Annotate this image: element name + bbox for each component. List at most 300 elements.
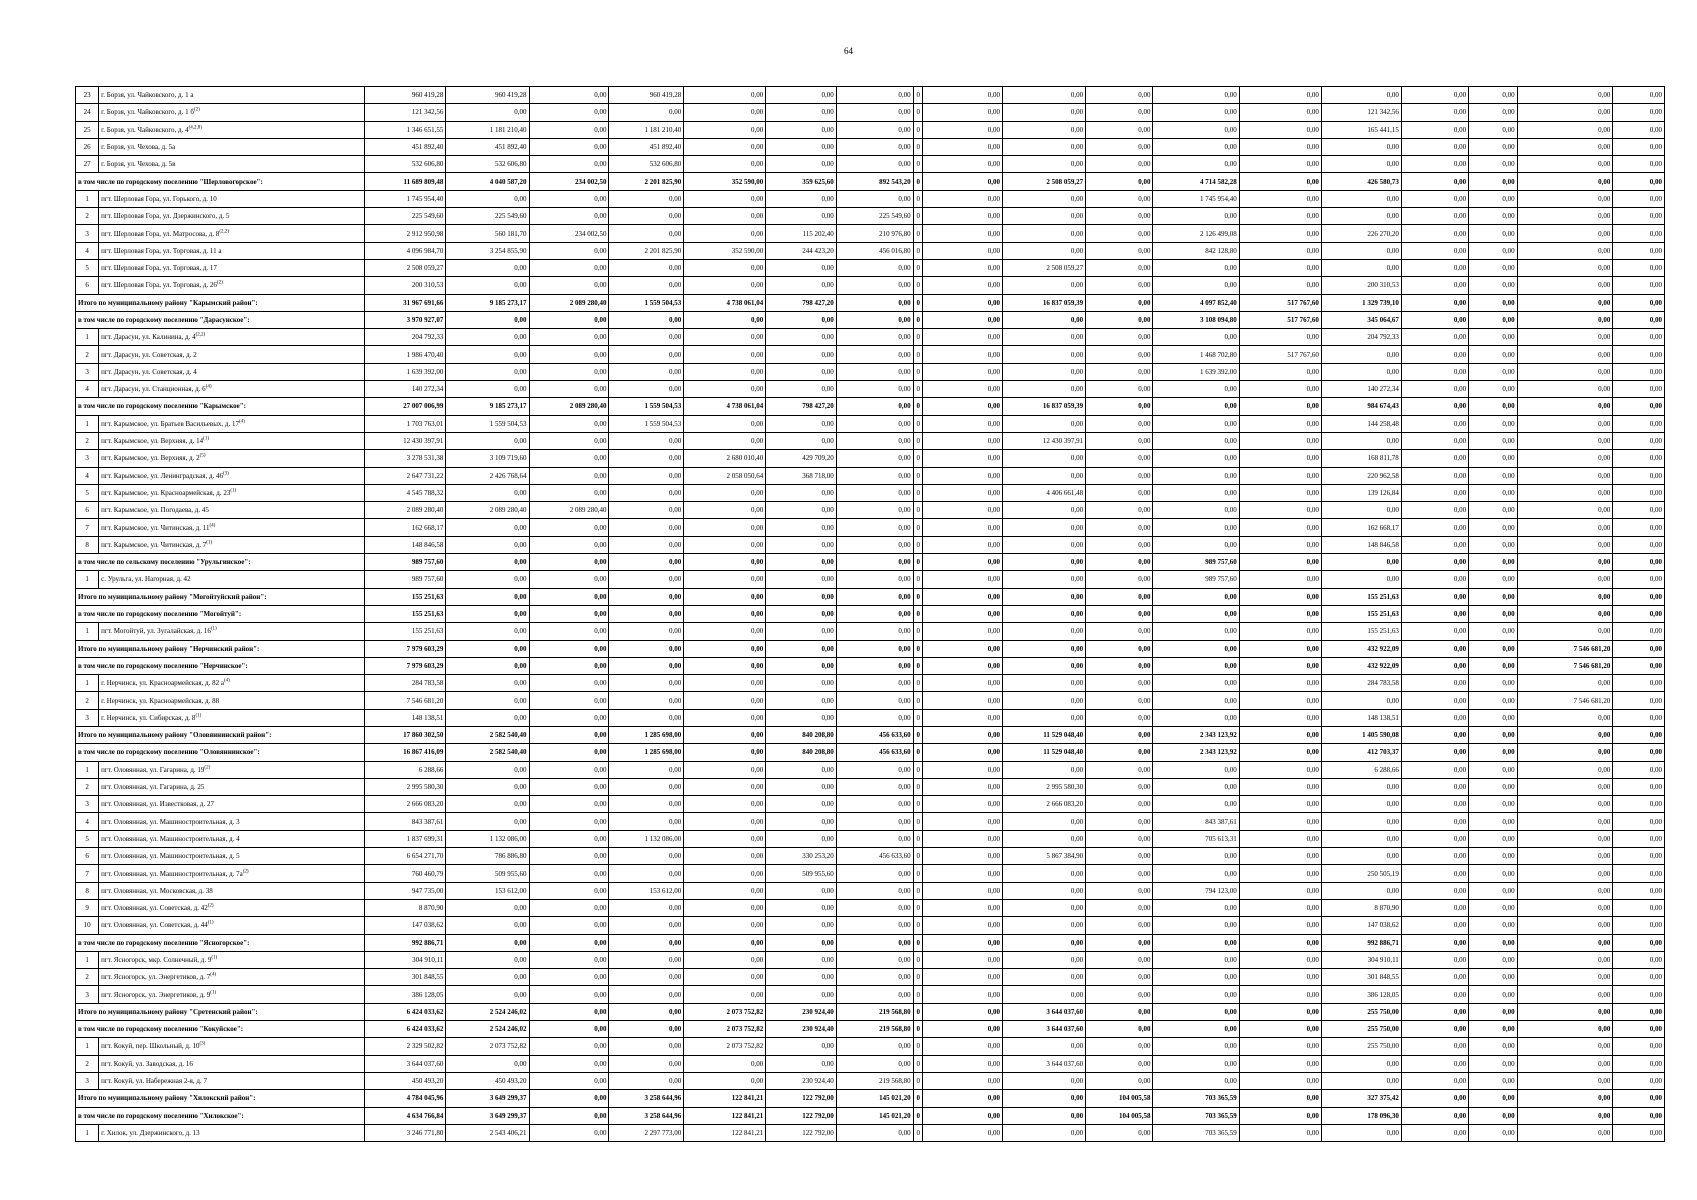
value-cell: 368 718,00: [766, 467, 837, 484]
value-cell: 0,00: [1469, 796, 1517, 813]
footnote-marker: (4): [239, 419, 245, 425]
row-number: 4: [76, 813, 99, 830]
value-cell: 0,00: [1469, 623, 1517, 640]
value-cell: 0,00: [1153, 761, 1239, 778]
value-cell: 0,00: [1239, 484, 1321, 501]
value-cell: 0,00: [609, 311, 684, 328]
value-cell: 0,00: [1086, 951, 1153, 968]
value-cell: 0,00: [836, 899, 913, 916]
value-cell: 0,00: [1321, 432, 1401, 449]
value-cell: 0,00: [446, 796, 529, 813]
value-cell: 2 543 406,21: [446, 1124, 529, 1141]
address-text: пгт. Шерловая Гора, ул. Торговая, д. 11 а: [101, 246, 222, 255]
value-cell: 140 272,34: [1321, 381, 1401, 398]
value-cell: 0,00: [1517, 1107, 1613, 1124]
value-cell: 0,00: [836, 605, 913, 622]
row-number: 23: [76, 87, 99, 104]
value-cell: 517 767,60: [1239, 346, 1321, 363]
value-cell: 0,00: [1469, 554, 1517, 571]
row-number: 3: [76, 709, 99, 726]
value-cell: 0,00: [1003, 1107, 1086, 1124]
address-text: пгт. Оловянная, ул. Гагарина, д. 25: [101, 783, 205, 792]
value-cell: 0,00: [923, 969, 1003, 986]
value-cell: 0,00: [446, 554, 529, 571]
value-cell: 0,00: [836, 640, 913, 657]
value-cell: 0,00: [684, 311, 766, 328]
value-cell: 794 123,00: [1153, 882, 1239, 899]
value-cell: 0,00: [766, 138, 837, 155]
value-cell: 0,00: [446, 709, 529, 726]
value-cell: 386 128,05: [365, 986, 446, 1003]
value-cell: 0,00: [766, 156, 837, 173]
value-cell: 509 955,60: [446, 865, 529, 882]
value-cell: 284 783,58: [365, 675, 446, 692]
value-cell: 0,00: [1469, 87, 1517, 104]
value-cell: 0,00: [1003, 1090, 1086, 1107]
row-number: 27: [76, 156, 99, 173]
address-text: пгт. Ясногорск, мкр. Солнечный, д. 9: [101, 955, 212, 964]
value-cell: 0,00: [446, 571, 529, 588]
value-cell: 0: [913, 657, 922, 674]
value-cell: 0,00: [529, 242, 609, 259]
address-text: пгт. Ясногорск, ул. Энергетиков, д. 7: [101, 973, 211, 982]
table-row: [76, 848, 1665, 865]
value-cell: 0,00: [1239, 709, 1321, 726]
row-number: 9: [76, 899, 99, 916]
value-cell: 0,00: [1469, 156, 1517, 173]
value-cell: 0,00: [836, 311, 913, 328]
value-cell: 1 559 504,53: [609, 398, 684, 415]
value-cell: 0,00: [446, 432, 529, 449]
row-number: 5: [76, 484, 99, 501]
value-cell: 0,00: [1401, 294, 1468, 311]
value-cell: 0,00: [1401, 796, 1468, 813]
value-cell: 3 649 299,37: [446, 1107, 529, 1124]
value-cell: 16 867 416,09: [365, 744, 446, 761]
value-cell: 0,00: [1517, 830, 1613, 847]
value-cell: 0,00: [609, 467, 684, 484]
value-cell: 0,00: [836, 588, 913, 605]
value-cell: 0,00: [766, 571, 837, 588]
value-cell: 0,00: [609, 934, 684, 951]
value-cell: 0,00: [609, 225, 684, 242]
value-cell: 0,00: [1401, 1072, 1468, 1089]
value-cell: 0,00: [1003, 450, 1086, 467]
value-cell: 0,00: [446, 657, 529, 674]
value-cell: 5 867 384,90: [1003, 848, 1086, 865]
value-cell: 0,00: [1613, 951, 1665, 968]
value-cell: 432 922,09: [1321, 640, 1401, 657]
table-row: [76, 865, 1665, 882]
value-cell: 456 016,80: [836, 242, 913, 259]
value-cell: 0,00: [529, 692, 609, 709]
address-cell: [99, 882, 365, 899]
address-cell: [99, 467, 365, 484]
address-cell: [99, 87, 365, 104]
value-cell: 0,00: [1003, 969, 1086, 986]
table-row: [76, 969, 1665, 986]
value-cell: 0,00: [529, 536, 609, 553]
value-cell: 0,00: [836, 1038, 913, 1055]
value-cell: 0,00: [1517, 796, 1613, 813]
value-cell: 843 387,61: [1153, 813, 1239, 830]
value-cell: 0,00: [1469, 121, 1517, 138]
value-cell: 0,00: [1517, 882, 1613, 899]
value-cell: 703 365,59: [1153, 1124, 1239, 1141]
value-cell: 0,00: [836, 951, 913, 968]
value-cell: 327 375,42: [1321, 1090, 1401, 1107]
address-cell: [99, 1072, 365, 1089]
address-text: пгт. Карымское, ул. Верхняя, д. 2: [101, 454, 200, 463]
value-cell: 0,00: [1239, 554, 1321, 571]
value-cell: 0,00: [1517, 917, 1613, 934]
value-cell: 0,00: [1613, 744, 1665, 761]
value-cell: 450 493,20: [365, 1072, 446, 1089]
value-cell: 0,00: [609, 381, 684, 398]
value-cell: 2 524 246,02: [446, 1021, 529, 1038]
value-cell: 0,00: [1469, 882, 1517, 899]
value-cell: 234 002,50: [529, 173, 609, 190]
row-number: 3: [76, 225, 99, 242]
value-cell: 0,00: [1613, 242, 1665, 259]
value-cell: 0,00: [1003, 329, 1086, 346]
value-cell: 0,00: [923, 259, 1003, 276]
value-cell: 517 767,60: [1239, 311, 1321, 328]
value-cell: 0,00: [1086, 588, 1153, 605]
value-cell: 0,00: [609, 571, 684, 588]
value-cell: 225 549,60: [365, 208, 446, 225]
value-cell: 0,00: [1401, 899, 1468, 916]
value-cell: 165 441,15: [1321, 121, 1401, 138]
value-cell: 0,00: [1153, 692, 1239, 709]
value-cell: 0,00: [1321, 1055, 1401, 1072]
value-cell: 0,00: [1153, 640, 1239, 657]
table-row: [76, 432, 1665, 449]
row-number: 2: [76, 1055, 99, 1072]
row-number: 6: [76, 502, 99, 519]
value-cell: 0,00: [1086, 830, 1153, 847]
value-cell: 0,00: [1086, 882, 1153, 899]
value-cell: 210 976,80: [836, 225, 913, 242]
value-cell: 0,00: [1517, 329, 1613, 346]
value-cell: 0,00: [684, 709, 766, 726]
value-cell: 0,00: [923, 848, 1003, 865]
value-cell: 0: [913, 346, 922, 363]
value-cell: 0,00: [923, 190, 1003, 207]
value-cell: 0,00: [684, 571, 766, 588]
value-cell: 0,00: [529, 796, 609, 813]
value-cell: 0,00: [1153, 934, 1239, 951]
footnote-marker: (2): [193, 108, 200, 114]
address-text: пгт. Шерловая Гора, ул. Матросова, д. 8: [101, 229, 220, 238]
footnote-marker: (1): [195, 713, 202, 719]
value-cell: 230 924,40: [766, 1003, 837, 1020]
value-cell: 0,00: [1401, 675, 1468, 692]
value-cell: 0: [913, 156, 922, 173]
address-cell: [99, 899, 365, 916]
value-cell: 0,00: [1469, 467, 1517, 484]
value-cell: 0: [913, 934, 922, 951]
value-cell: 0,00: [446, 986, 529, 1003]
value-cell: 0,00: [836, 536, 913, 553]
value-cell: 0,00: [1469, 329, 1517, 346]
value-cell: 225 549,60: [446, 208, 529, 225]
value-cell: 0,00: [684, 657, 766, 674]
value-cell: 0,00: [1401, 190, 1468, 207]
value-cell: 0,00: [1517, 432, 1613, 449]
value-cell: 0,00: [1517, 675, 1613, 692]
value-cell: 0,00: [529, 381, 609, 398]
value-cell: 0,00: [1086, 796, 1153, 813]
value-cell: 0,00: [766, 934, 837, 951]
value-cell: 7 546 681,20: [1517, 692, 1613, 709]
address-cell: [99, 865, 365, 882]
subtotal-row: [76, 173, 1665, 190]
value-cell: 0,00: [1401, 363, 1468, 380]
value-cell: 0,00: [766, 796, 837, 813]
value-cell: 0,00: [1613, 969, 1665, 986]
value-cell: 456 633,60: [836, 726, 913, 743]
value-cell: 0,00: [1401, 156, 1468, 173]
value-cell: 0,00: [1239, 951, 1321, 968]
value-cell: 0,00: [1613, 1124, 1665, 1141]
value-cell: 0,00: [1469, 450, 1517, 467]
value-cell: 0,00: [1401, 813, 1468, 830]
value-cell: 0,00: [529, 986, 609, 1003]
table-row: [76, 519, 1665, 536]
value-cell: 301 848,55: [365, 969, 446, 986]
value-cell: 0,00: [1517, 726, 1613, 743]
value-cell: 0,00: [1517, 623, 1613, 640]
value-cell: 0,00: [529, 675, 609, 692]
table-row: [76, 346, 1665, 363]
value-cell: 0,00: [1517, 744, 1613, 761]
value-cell: 0,00: [529, 1003, 609, 1020]
subtotal-row: [76, 744, 1665, 761]
value-cell: 0: [913, 329, 922, 346]
value-cell: 0,00: [609, 1003, 684, 1020]
value-cell: 0,00: [1321, 1124, 1401, 1141]
value-cell: 0,00: [923, 208, 1003, 225]
address-cell: [99, 242, 365, 259]
value-cell: 0,00: [1469, 259, 1517, 276]
value-cell: 0,00: [923, 554, 1003, 571]
value-cell: 1 285 698,00: [609, 744, 684, 761]
value-cell: 0,00: [766, 761, 837, 778]
value-cell: 0,00: [1321, 346, 1401, 363]
value-cell: 0: [913, 1055, 922, 1072]
value-cell: 0,00: [1086, 450, 1153, 467]
value-cell: 0,00: [766, 882, 837, 899]
address-text: пгт. Шерловая Гора, ул. Дзержинского, д. 5: [101, 212, 230, 221]
value-cell: 0,00: [836, 813, 913, 830]
value-cell: 0,00: [529, 190, 609, 207]
value-cell: 0,00: [1517, 225, 1613, 242]
value-cell: 0,00: [1086, 363, 1153, 380]
footnote-marker: (2): [204, 765, 211, 771]
value-cell: 0,00: [609, 346, 684, 363]
value-cell: 122 841,21: [684, 1090, 766, 1107]
value-cell: 0,00: [1613, 882, 1665, 899]
value-cell: 0,00: [1469, 605, 1517, 622]
value-cell: 345 064,67: [1321, 311, 1401, 328]
address-cell: [99, 969, 365, 986]
value-cell: 0,00: [1401, 588, 1468, 605]
value-cell: 0,00: [1517, 951, 1613, 968]
value-cell: 0,00: [1239, 381, 1321, 398]
value-cell: 0,00: [1003, 311, 1086, 328]
value-cell: 0,00: [923, 1003, 1003, 1020]
value-cell: 0,00: [1517, 467, 1613, 484]
table-row: [76, 138, 1665, 155]
value-cell: 0,00: [1086, 121, 1153, 138]
value-cell: 0,00: [1239, 969, 1321, 986]
value-cell: 0,00: [1469, 1038, 1517, 1055]
value-cell: 162 668,17: [365, 519, 446, 536]
address-cell: [99, 225, 365, 242]
value-cell: 0,00: [836, 675, 913, 692]
value-cell: 148 846,58: [1321, 536, 1401, 553]
value-cell: 0: [913, 87, 922, 104]
value-cell: 0,00: [1613, 571, 1665, 588]
subtotal-row: [76, 294, 1665, 311]
value-cell: 255 750,00: [1321, 1003, 1401, 1020]
address-text: пгт. Шерловая Гора, ул. Торговая, д. 26: [101, 281, 217, 290]
value-cell: 0: [913, 363, 922, 380]
table-row: [76, 208, 1665, 225]
value-cell: 0,00: [1517, 208, 1613, 225]
value-cell: 0,00: [1153, 121, 1239, 138]
value-cell: 0: [913, 294, 922, 311]
value-cell: 0: [913, 225, 922, 242]
value-cell: 0,00: [1086, 259, 1153, 276]
value-cell: 0,00: [1003, 363, 1086, 380]
subtotal-row: [76, 640, 1665, 657]
value-cell: 0,00: [684, 259, 766, 276]
value-cell: 0,00: [1153, 657, 1239, 674]
value-cell: 0,00: [446, 536, 529, 553]
value-cell: 0,00: [766, 778, 837, 795]
value-cell: 0,00: [1613, 104, 1665, 121]
value-cell: 0,00: [609, 657, 684, 674]
value-cell: 0: [913, 744, 922, 761]
value-cell: 0,00: [1401, 969, 1468, 986]
value-cell: 0,00: [836, 450, 913, 467]
value-cell: 0,00: [446, 951, 529, 968]
table-row: [76, 450, 1665, 467]
value-cell: 0,00: [1003, 605, 1086, 622]
table-row: [76, 381, 1665, 398]
value-cell: 255 750,00: [1321, 1038, 1401, 1055]
value-cell: 145 021,20: [836, 1090, 913, 1107]
value-cell: 0: [913, 381, 922, 398]
value-cell: 121 342,56: [365, 104, 446, 121]
value-cell: 0,00: [1401, 346, 1468, 363]
table-row: [76, 796, 1665, 813]
value-cell: 786 886,80: [446, 848, 529, 865]
value-cell: 0,00: [1469, 225, 1517, 242]
row-number: 8: [76, 882, 99, 899]
value-cell: 0,00: [1517, 502, 1613, 519]
value-cell: 0,00: [529, 640, 609, 657]
value-cell: 0,00: [684, 104, 766, 121]
value-cell: 155 251,63: [1321, 588, 1401, 605]
value-cell: 0: [913, 1038, 922, 1055]
value-cell: 0,00: [1003, 882, 1086, 899]
value-cell: 0,00: [684, 536, 766, 553]
value-cell: 0,00: [1401, 1021, 1468, 1038]
value-cell: 0,00: [1003, 138, 1086, 155]
value-cell: 0,00: [529, 208, 609, 225]
value-cell: 0,00: [1613, 899, 1665, 916]
row-number: 2: [76, 208, 99, 225]
value-cell: 0,00: [1086, 726, 1153, 743]
value-cell: 0,00: [923, 519, 1003, 536]
value-cell: 0,00: [446, 813, 529, 830]
value-cell: 0,00: [1469, 761, 1517, 778]
value-cell: 0,00: [1321, 813, 1401, 830]
value-cell: 0,00: [1517, 121, 1613, 138]
value-cell: 0,00: [923, 986, 1003, 1003]
address-text: пгт. Шерловая Гора, ул. Горького, д. 10: [101, 194, 217, 203]
value-cell: 0: [913, 640, 922, 657]
value-cell: 0,00: [1613, 623, 1665, 640]
value-cell: 0,00: [923, 536, 1003, 553]
value-cell: 0,00: [1003, 415, 1086, 432]
value-cell: 0,00: [446, 675, 529, 692]
value-cell: 0,00: [609, 588, 684, 605]
address-text: пгт. Оловянная, ул. Машиностроительная, д. 5: [101, 852, 240, 861]
subtotal-row: [76, 1021, 1665, 1038]
value-cell: 0,00: [1239, 744, 1321, 761]
value-cell: 17 860 302,50: [365, 726, 446, 743]
value-cell: 0: [913, 986, 922, 1003]
value-cell: 0,00: [1239, 173, 1321, 190]
subtotal-row: [76, 554, 1665, 571]
value-cell: 840 208,80: [766, 726, 837, 743]
value-cell: 0,00: [609, 536, 684, 553]
value-cell: 0,00: [1086, 865, 1153, 882]
address-cell: [99, 363, 365, 380]
value-cell: 0,00: [1401, 882, 1468, 899]
value-cell: 0,00: [1517, 190, 1613, 207]
table-row: [76, 467, 1665, 484]
value-cell: 0: [913, 450, 922, 467]
value-cell: 0,00: [529, 346, 609, 363]
value-cell: 0,00: [1469, 969, 1517, 986]
value-cell: 0,00: [1613, 450, 1665, 467]
value-cell: 0,00: [766, 917, 837, 934]
value-cell: 0,00: [1401, 692, 1468, 709]
row-number: 1: [76, 415, 99, 432]
value-cell: 0,00: [1469, 190, 1517, 207]
value-cell: 0,00: [1003, 675, 1086, 692]
value-cell: 0,00: [1517, 813, 1613, 830]
address-text: пгт. Карымское, ул. Верхняя, д. 14: [101, 437, 204, 446]
value-cell: 0,00: [1401, 536, 1468, 553]
value-cell: 0,00: [923, 917, 1003, 934]
value-cell: 0,00: [1469, 346, 1517, 363]
value-cell: 0,00: [684, 1072, 766, 1089]
value-cell: 0,00: [529, 363, 609, 380]
value-cell: 304 910,11: [365, 951, 446, 968]
value-cell: 0,00: [923, 726, 1003, 743]
value-cell: 3 644 037,60: [1003, 1021, 1086, 1038]
value-cell: 0,00: [1239, 675, 1321, 692]
value-cell: 0,00: [1003, 692, 1086, 709]
value-cell: 330 253,20: [766, 848, 837, 865]
value-cell: 0,00: [529, 450, 609, 467]
